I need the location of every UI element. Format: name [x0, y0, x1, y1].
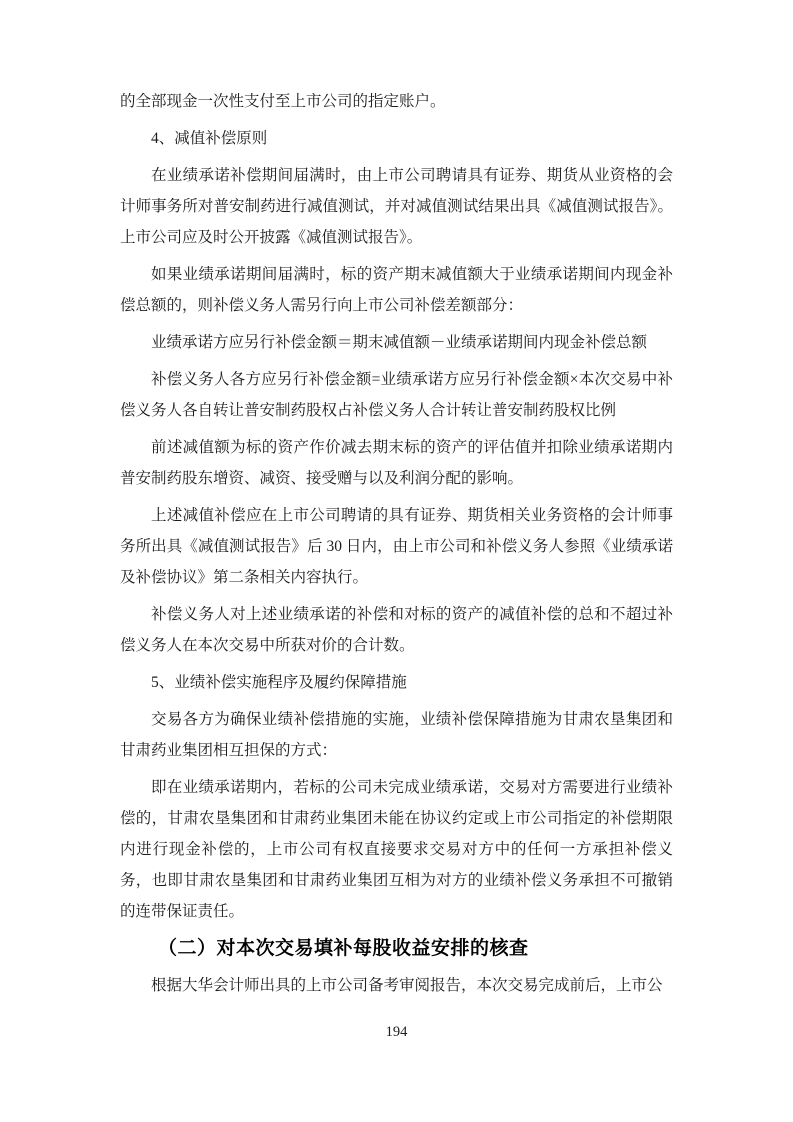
formula-paragraph: 补偿义务人各方应另行补偿金额=业绩承诺方应另行补偿金额×本次交易中补偿义务人各自转让普安制药股权占补偿义务人合计转让普安制药股权比例	[120, 371, 673, 419]
subsection-heading: 4、减值补偿原则	[151, 130, 268, 147]
formula-paragraph: 业绩承诺方应另行补偿金额＝期末减值额－业绩承诺期间内现金补偿总额	[151, 334, 648, 351]
body-paragraph: 根据大华会计师出具的上市公司备考审阅报告，本次交易完成前后，上市公	[151, 977, 663, 994]
body-paragraph: 如果业绩承诺期间届满时，标的资产期末减值额大于业绩承诺期间内现金补偿总额的，则补偿义务人需另行向上市公司补偿差额部分：	[120, 266, 673, 314]
section-heading: （二）对本次交易填补每股收益安排的核查	[158, 938, 529, 959]
body-paragraph: 的全部现金一次性支付至上市公司的指定账户。	[120, 93, 446, 110]
body-paragraph: 在业绩承诺补偿期间届满时，由上市公司聘请具有证券、期货从业资格的会计师事务所对普安制药进行减值测试，并对减值测试结果出具《减值测试报告》。上市公司应及时公开披露《减值测试报告》。	[120, 167, 673, 246]
body-paragraph: 补偿义务人对上述业绩承诺的补偿和对标的资产的减值补偿的总和不超过补偿义务人在本次交易中所获对价的合计数。	[120, 606, 673, 654]
body-paragraph: 交易各方为确保业绩补偿措施的实施，业绩补偿保障措施为甘肃农垦集团和甘肃药业集团相互担保的方式：	[120, 711, 673, 759]
subsection-heading: 5、业绩补偿实施程序及履约保障措施	[151, 674, 407, 691]
body-paragraph: 即在业绩承诺期内，若标的公司未完成业绩承诺，交易对方需要进行业绩补偿的，甘肃农垦集团和甘肃药业集团未能在协议约定或上市公司指定的补偿期限内进行现金补偿的，上市公司有权直接要求交易对方中的任何一方承担补偿义务，也即甘肃农垦集团和甘肃药业集团互相为对方的业绩补偿义务承担不可撤销的连带保证责任。	[120, 779, 673, 920]
body-paragraph: 前述减值额为标的资产作价减去期末标的资产的评估值并扣除业绩承诺期内普安制药股东增资、减资、接受赠与以及利润分配的影响。	[120, 439, 673, 487]
body-paragraph: 上述减值补偿应在上市公司聘请的具有证券、期货相关业务资格的会计师事务所出具《减值测试报告》后 30 日内，由上市公司和补偿义务人参照《业绩承诺及补偿协议》第二条相关内容执行。	[120, 507, 673, 586]
page-body-text	[120, 86, 673, 1007]
page-number: 194	[385, 1024, 408, 1040]
